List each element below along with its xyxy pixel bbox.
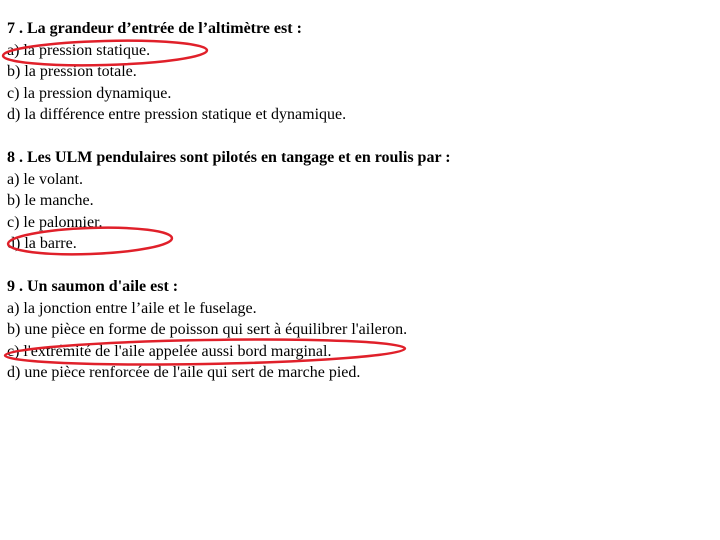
- option-d: d) la différence entre pression statique et dynamique.: [7, 106, 347, 124]
- option-b: b) la pression totale.: [7, 63, 137, 81]
- option-c: c) l'extrémité de l'aile appelée aussi bord marginal.: [7, 342, 332, 360]
- option-d: d) la barre.: [7, 235, 77, 253]
- option-a: a) la jonction entre l’aile et le fuselage.: [7, 299, 257, 317]
- option-d: d) une pièce renforcée de l'aile qui sert de marche pied.: [7, 364, 361, 382]
- question-8: [7, 147, 707, 255]
- option-c: c) la pression dynamique.: [7, 84, 172, 102]
- option-a: a) la pression statique.: [7, 41, 151, 59]
- option-a: a) le volant.: [7, 170, 83, 188]
- option-b: b) une pièce en forme de poisson qui sert à équilibrer l'aileron.: [7, 321, 408, 339]
- question-9: [7, 276, 707, 384]
- question-title: 8 . Les ULM pendulaires sont pilotés en tangage et en roulis par :: [7, 148, 451, 166]
- question-title: 7 . La grandeur d’entrée de l’altimètre est :: [7, 20, 302, 37]
- option-b: b) le manche.: [7, 192, 94, 210]
- question-7: [7, 18, 707, 126]
- option-c: c) le palonnier.: [7, 213, 103, 231]
- quiz: [7, 18, 707, 405]
- question-title: 9 . Un saumon d'aile est :: [7, 277, 179, 295]
